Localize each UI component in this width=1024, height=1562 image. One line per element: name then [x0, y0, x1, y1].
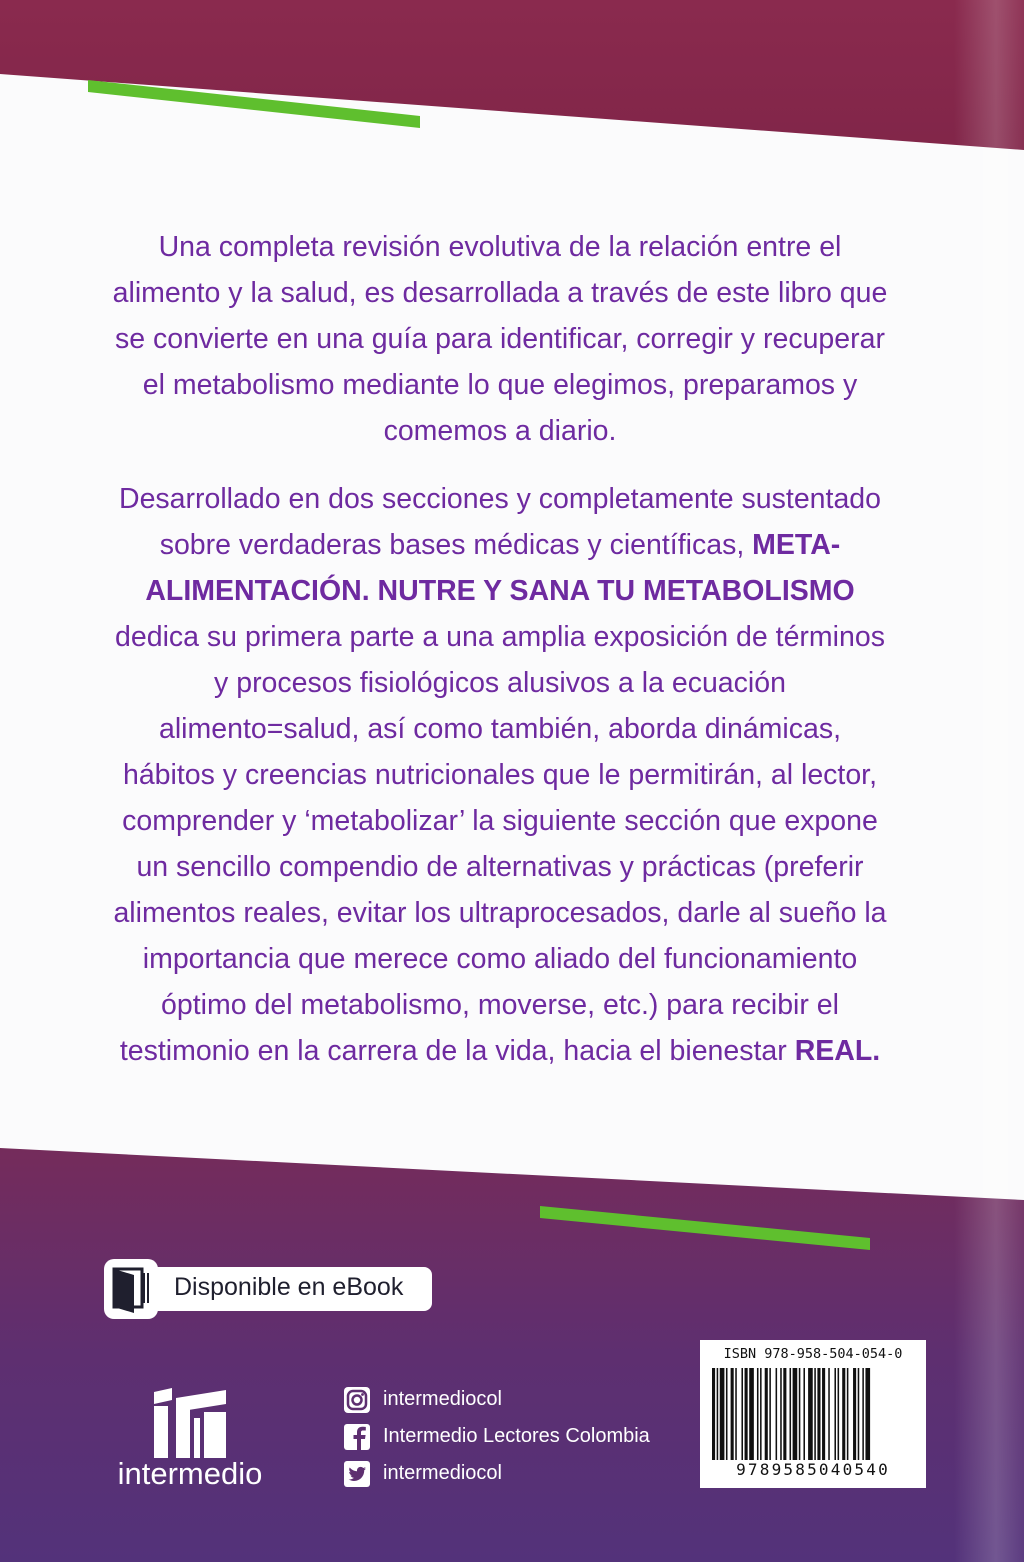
description-paragraph-1: Una completa revisión evolutiva de la relación entre el alimento y la salud, es desarrollada a través de este libro que se convierte en una guía para identificar, corregir y recuperar el metabolismo mediante lo que elegimos, preparamos y comemos a diario.: [112, 231, 888, 447]
ebook-door-icon: [104, 1259, 158, 1319]
intermedio-logo-icon: [150, 1388, 230, 1458]
publisher-logo: [100, 1388, 290, 1498]
publisher-name: intermedio: [117, 1456, 263, 1491]
instagram-icon: [342, 1385, 372, 1415]
isbn-number: ISBN 978-958-504-054-0: [723, 1346, 903, 1362]
paragraph-2-body: dedica su primera parte a una amplia exposición de términos y procesos fisiológicos alusivos a la ecuación alimento=salud, así como también, aborda dinámicas, hábitos y creencias nutricionales que le permitirán, al lector, comprender y ‘metabolizar’ la siguiente sección que expone un sencillo compendio de alternativas y prácticas (preferir alimentos reales, evitar los ultraprocesados, darle al sueño la importancia que merece como aliado del funcionamiento óptimo del metabolismo, moverse, etc.) para recibir el testimonio en la carrera de la vida, hacia el bienestar: [113, 621, 887, 1067]
facebook-icon: [342, 1422, 372, 1452]
barcode-digits: 9789585040540: [736, 1460, 890, 1479]
plastic-wrap-edge: [954, 0, 1024, 1562]
paragraph-2-intro: Desarrollado en dos secciones y completamente sustentado sobre verdaderas bases médicas y científicas,: [118, 483, 881, 561]
barcode-bars: [712, 1368, 917, 1460]
ebook-label: Disponible en eBook: [174, 1273, 404, 1301]
twitter-icon: [342, 1459, 372, 1489]
description-paragraph-2: [110, 476, 890, 1074]
real-emphasis: REAL.: [794, 1035, 881, 1067]
instagram-handle: intermediocol: [383, 1388, 502, 1410]
book-title: META-ALIMENTACIÓN. NUTRE Y SANA TU METABOLISMO: [145, 529, 855, 607]
ebook-badge: [104, 1267, 432, 1311]
isbn-barcode: [700, 1340, 926, 1488]
twitter-handle: intermediocol: [383, 1462, 502, 1484]
facebook-page: Intermedio Lectores Colombia: [383, 1425, 650, 1447]
